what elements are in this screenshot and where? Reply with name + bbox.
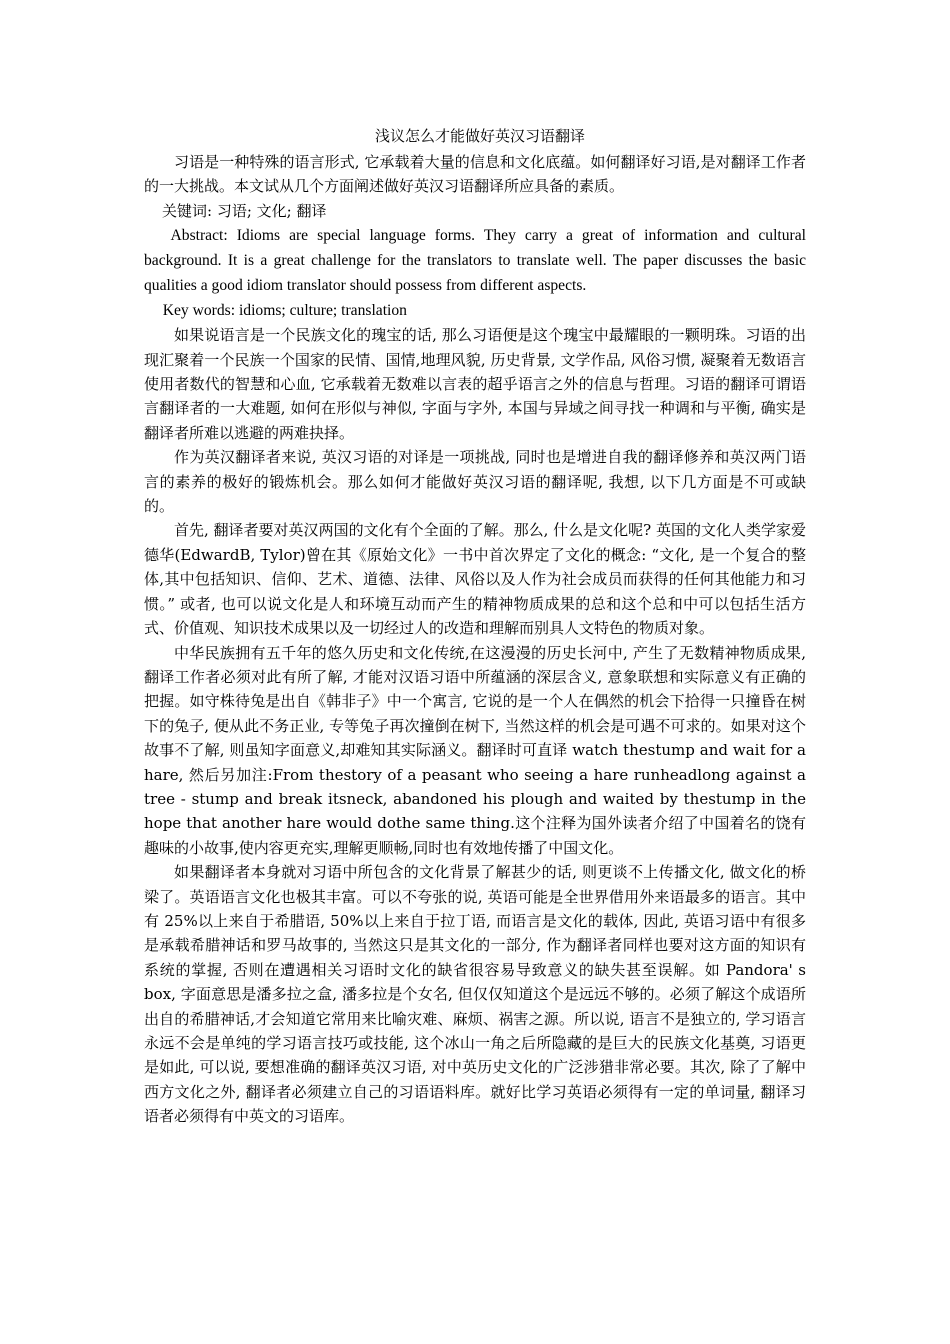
- document-page: [144, 124, 806, 1129]
- summary-paragraph: 习语是一种特殊的语言形式, 它承载着大量的信息和文化底蕴。如何翻译好习语,是对翻译工作者的一大挑战。本文试从几个方面阐述做好英汉习语翻译所应具备的素质。: [144, 153, 806, 196]
- abstract-en: Abstract: Idioms are special language forms. They carry a great of information and cultural background. It is a great challenge for the translators to translate well. The paper discusses the basic qualities a good idiom translator should possess from different aspects.: [144, 227, 806, 295]
- body-paragraph-5: 如果翻译者本身就对习语中所包含的文化背景了解甚少的话, 则更谈不上传播文化, 做文化的桥梁了。英语语言文化也极其丰富。可以不夸张的说, 英语可能是全世界借用外来语最多的语言。其中有 25%以上来自于希腊语, 50%以上来自于拉丁语, 而语言是文化的载体, 因此, 英语习语中有很多是承载希腊神话和罗马故事的, 当然这只是其文化的一部分, 作为翻译者同样也要对这方面的知识有系统的掌握, 否则在遭遇相关习语时文化的缺省很容易导致意义的缺失甚至误解。如 Pandora' s box, 字面意思是潘多拉之盒, 潘多拉是个女名, 但仅仅知道这个是远远不够的。必须了解这个成语所出自的希腊神话,才会知道它常用来比喻灾难、麻烦、祸害之源。所以说, 语言不是独立的, 学习语言永远不会是单纯的学习语言技巧或技能, 这个冰山一角之后所隐藏的是巨大的民族文化基奠, 习语更是如此, 可以说, 要想准确的翻译英汉习语, 对中英历史文化的广泛涉猎非常必要。其次, 除了了解中西方文化之外, 翻译者必须建立自己的习语语料库。就好比学习英语必须得有一定的单词量, 翻译习语者必须得有中英文的习语库。: [144, 863, 806, 1126]
- keywords-cn: 关键词: 习语; 文化; 翻译: [162, 201, 327, 220]
- body-paragraph-1: 如果说语言是一个民族文化的瑰宝的话, 那么习语便是这个瑰宝中最耀眼的一颗明珠。习语的出现汇聚着一个民族一个国家的民情、国情,地理风貌, 历史背景, 文学作品, 风俗习惯, 凝聚着无数语言使用者数代的智慧和心血, 它承载着无数难以言表的超乎语言之外的信息与哲理。习语的翻译可谓语言翻译者的一大难题, 如何在形似与神似, 字面与字外, 本国与异域之间寻找一种调和与平衡, 确实是翻译者所难以逃避的两难抉择。: [144, 326, 806, 442]
- document-title: 浅议怎么才能做好英汉习语翻译: [374, 127, 585, 145]
- body-paragraph-2: 作为英汉翻译者来说, 英汉习语的对译是一项挑战, 同时也是增进自我的翻译修养和英汉两门语言的素养的极好的锻炼机会。那么如何才能做好英汉习语的翻译呢, 我想, 以下几方面是不可或缺的。: [144, 448, 806, 516]
- body-paragraph-3: 首先, 翻译者要对英汉两国的文化有个全面的了解。那么, 什么是文化呢? 英国的文化人类学家爱德华(EdwardB, Tylor)曾在其《原始文化》一书中首次界定了文化的概念: “文化, 是一个复合的整体,其中包括知识、信仰、艺术、道德、法律、风俗以及人作为社会成员而获得的任何其他能力和习惯。” 或者, 也可以说文化是人和环境互动而产生的精神物质成果的总和这个总和中可以包括生活方式、价值观、知识技术成果以及一切经过人的改造和理解而别具人文特色的物质对象。: [144, 521, 806, 638]
- keywords-en: Key words: idioms; culture; translation: [162, 302, 407, 320]
- body-paragraph-4: 中华民族拥有五千年的悠久历史和文化传统,在这漫漫的历史长河中, 产生了无数精神物质成果, 翻译工作者必须对此有所了解, 才能对汉语习语中所蕴涵的深层含义, 意象联想和实际意义有正确的把握。如守株待兔是出自《韩非子》中一个寓言, 它说的是一个人在偶然的机会下拾得一只撞昏在树下的兔子, 便从此不务正业, 专等兔子再次撞倒在树下, 当然这样的机会是可遇不可求的。如果对这个故事不了解, 则虽知字面意义,却难知其实际涵义。翻译时可直译 watch thestump and wait for a hare, 然后另加注:From thestory of a peasant who seeing a hare runheadlong against a tree - stump and break itsneck, abandoned his plough and waited by thestump in the hope that another hare would dothe same thing.这个注释为国外读者介绍了中国着名的饶有趣味的小故事,使内容更充实,理解更顺畅,同时也有效地传播了中国文化。: [144, 643, 806, 857]
